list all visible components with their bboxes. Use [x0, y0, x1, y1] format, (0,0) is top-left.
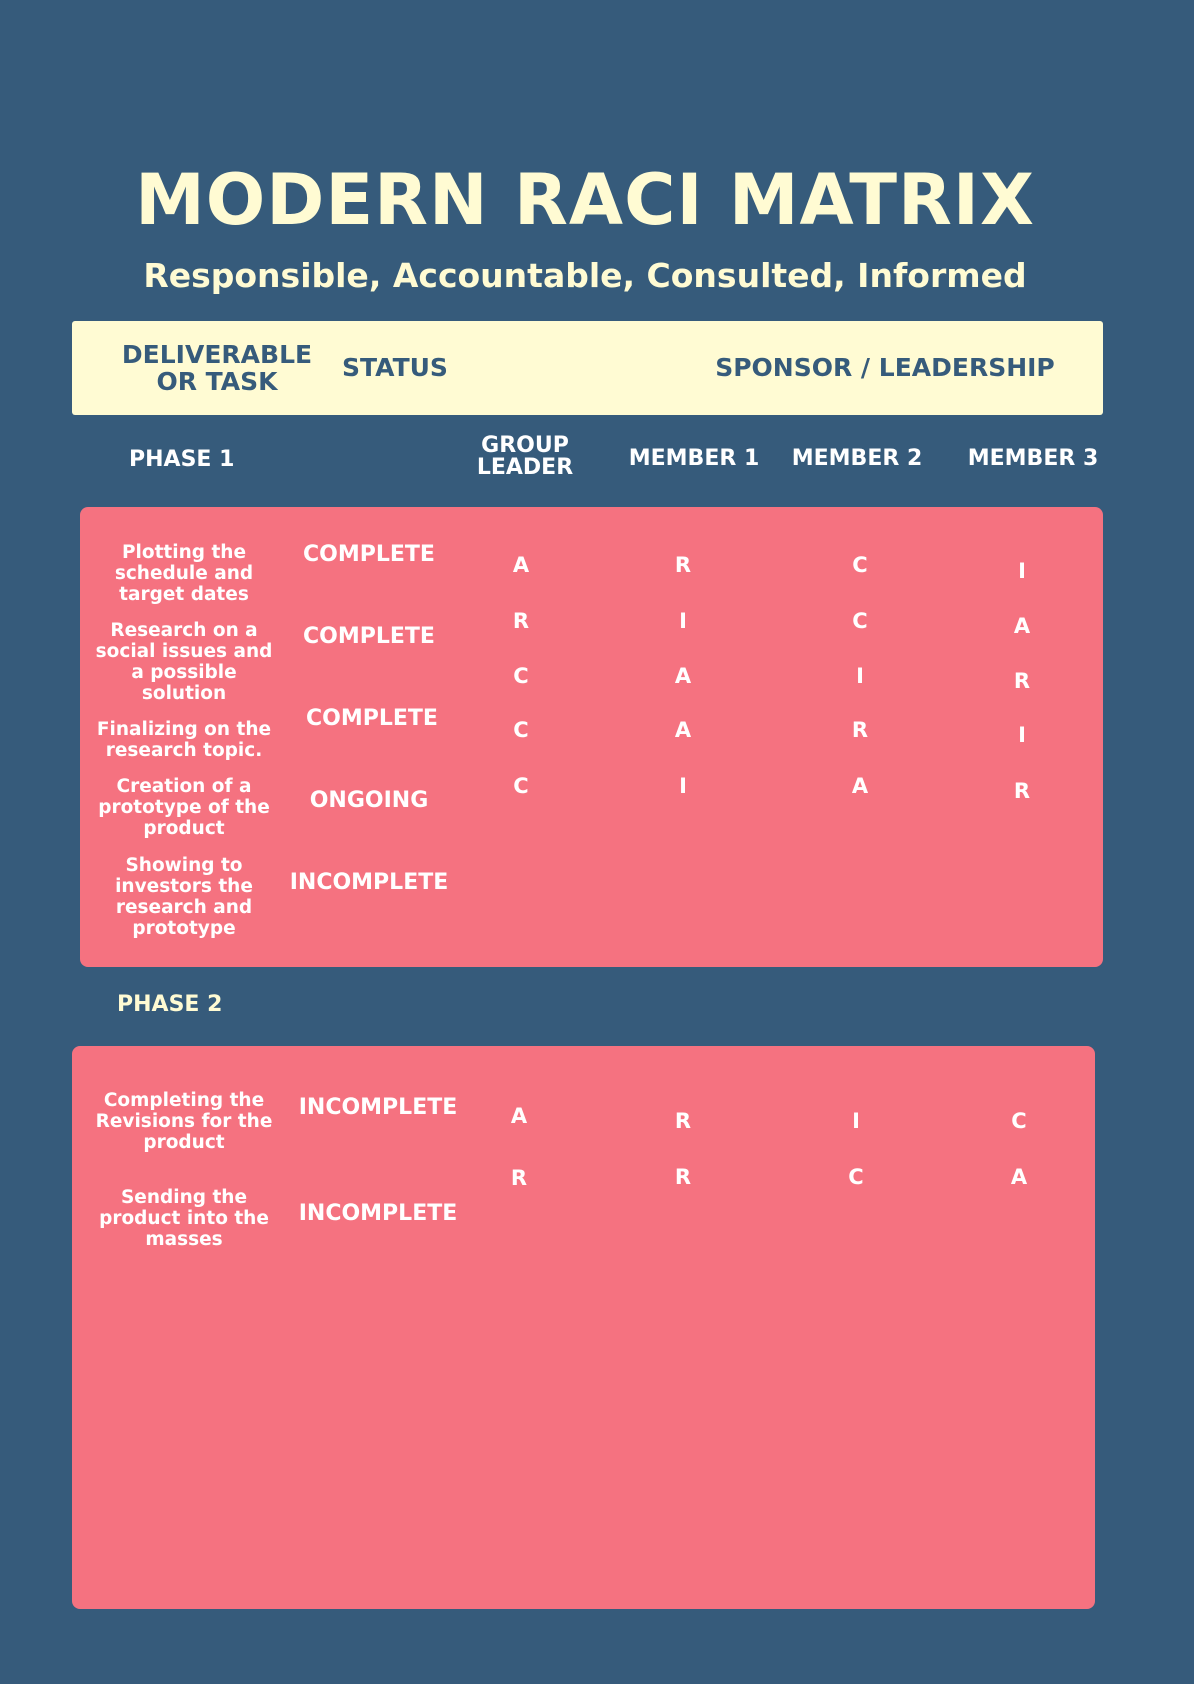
page-subtitle: Responsible, Accountable, Consulted, Informed: [143, 256, 1027, 295]
raci-cell: C: [852, 553, 868, 577]
task-cell: [84, 542, 284, 605]
deliverable-header-line: OR TASK: [156, 367, 278, 396]
raci-cell: I: [856, 664, 864, 688]
raci-cell: C: [513, 664, 529, 688]
sponsor-header: SPONSOR / LEADERSHIP: [715, 353, 1055, 382]
phase-1-label: PHASE 1: [129, 447, 235, 472]
task-cell: [84, 620, 284, 704]
task-line: masses: [145, 1229, 223, 1250]
task-line: research topic.: [105, 740, 263, 761]
task-line: investors the: [115, 876, 253, 897]
raci-cell: A: [512, 553, 530, 577]
task-cell: [84, 719, 284, 761]
raci-cell: R: [674, 1109, 692, 1133]
raci-cell: A: [1013, 614, 1031, 638]
raci-cell: A: [674, 718, 692, 742]
task-line: Sending the: [120, 1187, 248, 1208]
task-line: Showing to: [125, 855, 243, 876]
status-header: STATUS: [342, 353, 448, 382]
task-cell: [84, 855, 284, 939]
status-cell: INCOMPLETE: [298, 1095, 458, 1120]
task-line: Plotting the: [121, 542, 247, 563]
deliverable-header: [112, 341, 322, 395]
status-cell: COMPLETE: [303, 542, 435, 567]
col-group-leader: [460, 435, 590, 479]
task-cell: [84, 776, 284, 839]
col-group-leader-line: LEADER: [476, 455, 574, 480]
raci-cell: R: [674, 553, 692, 577]
phase-2-label: PHASE 2: [117, 992, 223, 1017]
task-cell: [84, 1090, 284, 1153]
task-line: Completing the: [103, 1090, 265, 1111]
raci-cell: C: [513, 718, 529, 742]
deliverable-header-line: DELIVERABLE: [121, 340, 313, 369]
raci-cell: R: [851, 718, 869, 742]
raci-cell: R: [1013, 669, 1031, 693]
status-cell: ONGOING: [309, 788, 429, 813]
col-group-leader-line: GROUP: [481, 433, 569, 458]
raci-cell: I: [679, 609, 687, 633]
task-line: solution: [141, 683, 227, 704]
task-line: social issues and: [95, 641, 273, 662]
task-line: target dates: [119, 584, 249, 605]
status-cell: COMPLETE: [306, 706, 438, 731]
raci-cell: I: [852, 1109, 860, 1133]
task-line: prototype: [132, 918, 236, 939]
task-line: product: [143, 1132, 225, 1153]
task-line: research and: [115, 897, 253, 918]
raci-cell: R: [510, 1166, 528, 1190]
raci-cell: A: [674, 664, 692, 688]
raci-cell: C: [852, 609, 868, 633]
raci-cell: R: [512, 609, 530, 633]
task-line: Research on a: [110, 620, 258, 641]
raci-cell: R: [674, 1165, 692, 1189]
raci-cell: A: [1010, 1165, 1028, 1189]
raci-cell: I: [679, 774, 687, 798]
status-cell: INCOMPLETE: [289, 870, 449, 895]
status-cell: INCOMPLETE: [298, 1201, 458, 1226]
page-title: MODERN RACI MATRIX: [135, 159, 1035, 241]
raci-cell: C: [1011, 1109, 1027, 1133]
raci-cell: I: [1018, 559, 1026, 583]
col-member-3: MEMBER 3: [967, 446, 1099, 471]
task-line: prototype of the: [98, 797, 270, 818]
task-line: Creation of a: [116, 776, 252, 797]
task-line: a possible: [131, 662, 237, 683]
raci-cell: C: [513, 774, 529, 798]
raci-cell: I: [1018, 723, 1026, 747]
raci-cell: C: [848, 1165, 864, 1189]
raci-cell: A: [851, 774, 869, 798]
task-line: product into the: [99, 1208, 269, 1229]
task-line: Finalizing on the: [96, 719, 272, 740]
col-member-1: MEMBER 1: [628, 446, 760, 471]
task-line: schedule and: [114, 563, 254, 584]
task-cell: [84, 1187, 284, 1250]
raci-cell: R: [1013, 779, 1031, 803]
raci-cell: A: [510, 1104, 528, 1128]
col-member-2: MEMBER 2: [791, 446, 923, 471]
task-line: Revisions for the: [95, 1111, 273, 1132]
task-line: product: [143, 818, 225, 839]
status-cell: COMPLETE: [303, 624, 435, 649]
